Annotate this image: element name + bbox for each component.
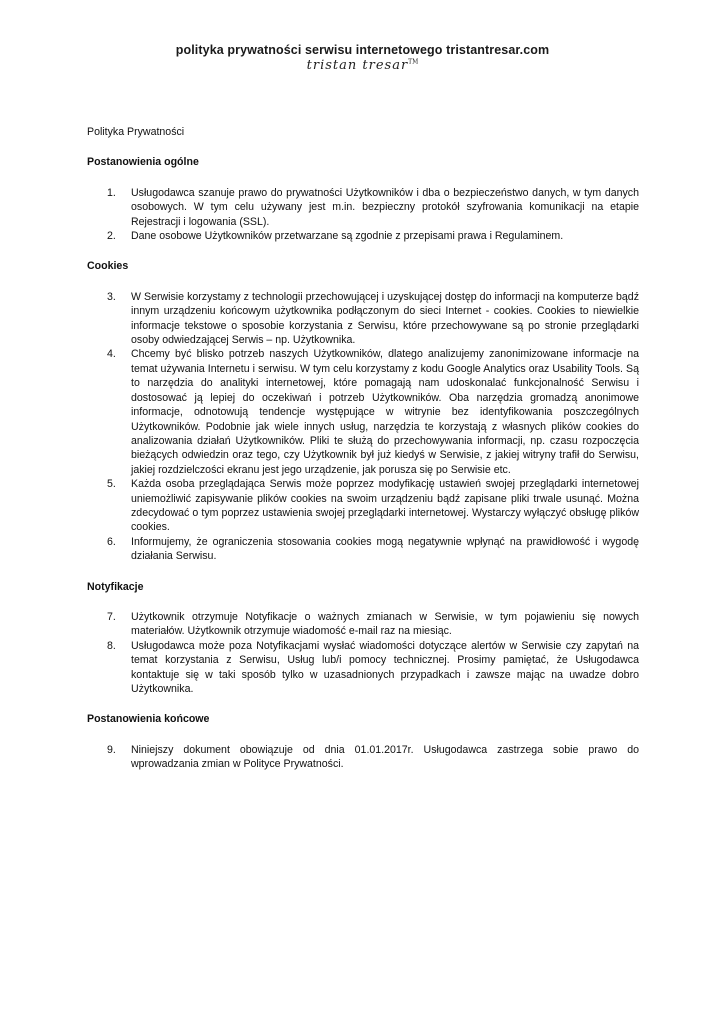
header-title: polityka prywatności serwisu internetowego tristantresar.com	[175, 43, 550, 57]
item-text: Każda osoba przeglądająca Serwis może poprzez modyfikację ustawień swojej przeglądarki internetowej uniemożliwić zapisywanie plików cookies na swoim urządzeniu bądź zapisane pliki trwale usunąć. Można zdecydować o tym poprzez ustawienia swojej przeglądarki internetowej. Wystarczy wyłączyć obsługę plików cookies.	[131, 478, 639, 534]
item-text: Informujemy, że ograniczenia stosowania cookies mogą negatywnie wpłynąć na prawidłowość i wygodę działania Serwisu.	[131, 535, 639, 563]
list-item	[87, 347, 639, 477]
document-body	[87, 125, 639, 788]
section-list-general	[87, 186, 639, 244]
item-number: 8.	[107, 639, 116, 652]
logo-text: tristan tresar	[306, 58, 409, 73]
item-text: Użytkownik otrzymuje Notyfikacje o ważnych zmianach w Serwisie, w tym pojawieniu się nowych materiałów. Użytkownik otrzymuje wiadomość e-mail raz na miesiąc.	[131, 610, 639, 638]
section-list-cookies	[87, 290, 639, 564]
item-text: Usługodawca może poza Notyfikacjami wysłać wiadomości dotyczące alertów w Serwisie czy zapytań na temat korzystania z Serwisu, Usług lub/i pomocy technicznej. Prosimy pamiętać, że Usługodawca kontaktuje się w taki sposób tylko w uzasadnionych przypadkach i zawsze mając na uwadze dobro Użytkownika.	[131, 639, 639, 695]
item-number: 7.	[107, 610, 116, 623]
brand-logo	[0, 58, 725, 73]
section-list-final	[87, 743, 639, 772]
page-header	[0, 43, 725, 73]
document-title: Polityka Prywatności	[87, 126, 185, 138]
list-item	[87, 229, 639, 243]
list-item	[87, 477, 639, 535]
item-number: 5.	[107, 478, 116, 491]
list-item	[87, 743, 639, 772]
item-text: Usługodawca szanuje prawo do prywatności Użytkowników i dba o bezpieczeństwo danych, w tym danych osobowych. W tym celu używany jest m.in. bezpieczny protokół szyfrowania komunikacji na etapie Rejestracji i logowania (SSL).	[131, 186, 639, 228]
item-number: 2.	[107, 230, 116, 243]
list-item	[87, 290, 639, 348]
item-text: Chcemy być blisko potrzeb naszych Użytkowników, dlatego analizujemy zanonimizowane informacje na temat używania Internetu i serwisu. W tym celu korzystamy z kodu Google Analytics oraz Usability Tools. Są to narzędzia do analityki internetowej, które pomagają nam udoskonalać funkcjonalność Serwisu i dostosować ją lepiej do oczekiwań i potrzeb Użytkowników. Oba narzędzia gromadzą anonimowe informacje, odnotowują tendencje występujące w witrynie bez identyfikowania poszczególnych Użytkowników. Podobnie jak wiele innych usług, narzędzia te korzystają z własnych plików cookies do analizowania działań Użytkowników. Pliki te służą do przechowywania informacji, np. czasu rozpoczęcia bieżących odwiedzin oraz tego, czy Użytkownik był już kiedyś w Serwisie, z jakiej witryny trafił do Serwisu, jakiej rozdzielczości ekranu jest jego urządzenie, jak porusza się po Serwisie etc.	[131, 348, 639, 476]
section-heading-cookies: Cookies	[87, 260, 129, 273]
section-heading-notifications: Notyfikacje	[87, 580, 144, 593]
item-text: Dane osobowe Użytkowników przetwarzane są zgodnie z przepisami prawa i Regulaminem.	[131, 230, 564, 243]
item-text: W Serwisie korzystamy z technologii przechowującej i uzyskującej dostęp do informacji na komputerze bądź innym urządzeniu końcowym użytkownika podłączonym do sieci Internet - cookies. Cookies to niewielkie informacje tekstowe o sposobie korzystania z Serwisu, które przechowywane są po stronie przeglądarki osoby odwiedzającej Serwis – np. Użytkownika.	[131, 290, 639, 347]
trademark-mark: TM	[408, 58, 419, 66]
item-number: 4.	[107, 348, 116, 361]
list-item	[87, 535, 639, 564]
item-number: 3.	[107, 290, 116, 303]
item-number: 1.	[107, 186, 116, 199]
section-heading-general: Postanowienia ogólne	[87, 156, 199, 169]
item-text: Niniejszy dokument obowiązuje od dnia 01.01.2017r. Usługodawca zastrzega sobie prawo do wprowadzania zmian w Polityce Prywatności.	[131, 743, 639, 771]
section-list-notifications	[87, 610, 639, 696]
list-item	[87, 610, 639, 639]
list-item	[87, 186, 639, 229]
item-number: 6.	[107, 535, 116, 548]
list-item	[87, 639, 639, 697]
item-number: 9.	[107, 743, 116, 756]
section-heading-final: Postanowienia końcowe	[87, 713, 210, 726]
